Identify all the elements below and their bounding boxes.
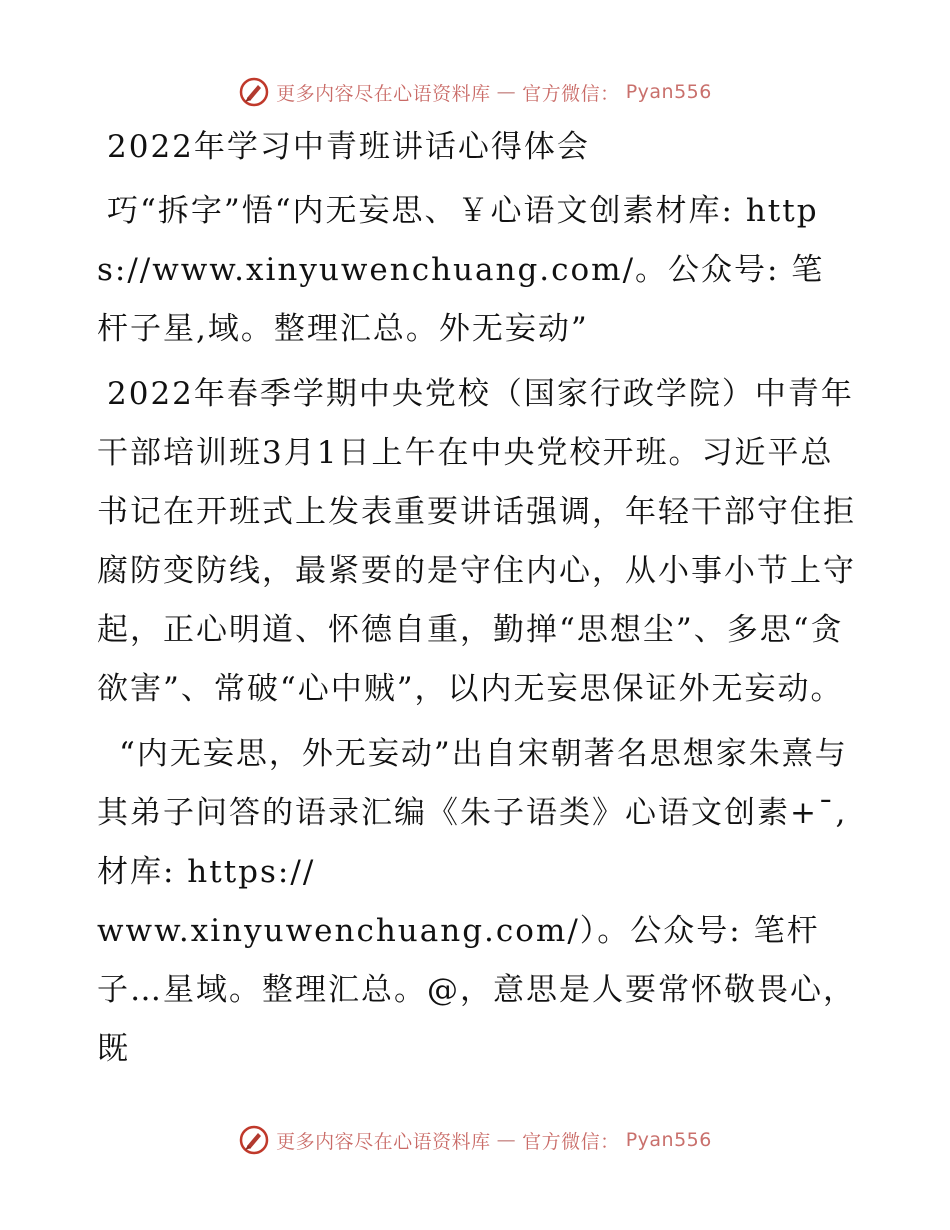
- document-body: [97, 118, 857, 1085]
- banner-slogan: 更多内容尽在心语资料库: [276, 82, 491, 105]
- banner-dash: —: [496, 1129, 517, 1151]
- logo-icon: [238, 76, 270, 108]
- footer-watermark-banner: [0, 1118, 950, 1162]
- banner-official-label: 官方微信：: [522, 82, 620, 105]
- header-watermark-banner: [0, 70, 950, 114]
- document-title: 2022年学习中青班讲话心得体会: [107, 129, 590, 165]
- banner-slogan: 更多内容尽在心语资料库: [276, 1130, 491, 1153]
- banner-dash: —: [496, 81, 517, 103]
- banner-wechat-handle: Pyan556: [625, 81, 712, 103]
- paragraph-2: 2022年春季学期中央党校（国家行政学院）中青年干部培训班3月1日上午在中央党校开班。习近平总书记在开班式上发表重要讲话强调，年轻干部守住拒腐防变防线，最紧要的是守住内心，从小事小节上守起，正心明道、怀德自重，勤掸“思想尘”、多思“贪欲害”、常破“心中贼”，以内无妄思保证外无妄动。: [97, 376, 856, 707]
- logo-icon: [238, 1124, 270, 1156]
- paragraph-3: “内无妄思，外无妄动”出自宋朝著名思想家朱熹与其弟子问答的语录汇编《朱子语类》心语文创素+¯,材库: https:// www.xinyuwenchuang.com/）。公众号: 笔杆子…星域。整理汇总。@，意思是人要常怀敬畏心，既: [97, 736, 856, 1067]
- banner-wechat-handle: Pyan556: [625, 1129, 712, 1151]
- paragraph-1: 巧“拆字”悟“内无妄思、￥心语文创素材库: https://www.xinyuwenchuang.com/。公众号: 笔杆子星,域。整理汇总。外无妄动”: [97, 193, 825, 347]
- banner-official-label: 官方微信：: [522, 1130, 620, 1153]
